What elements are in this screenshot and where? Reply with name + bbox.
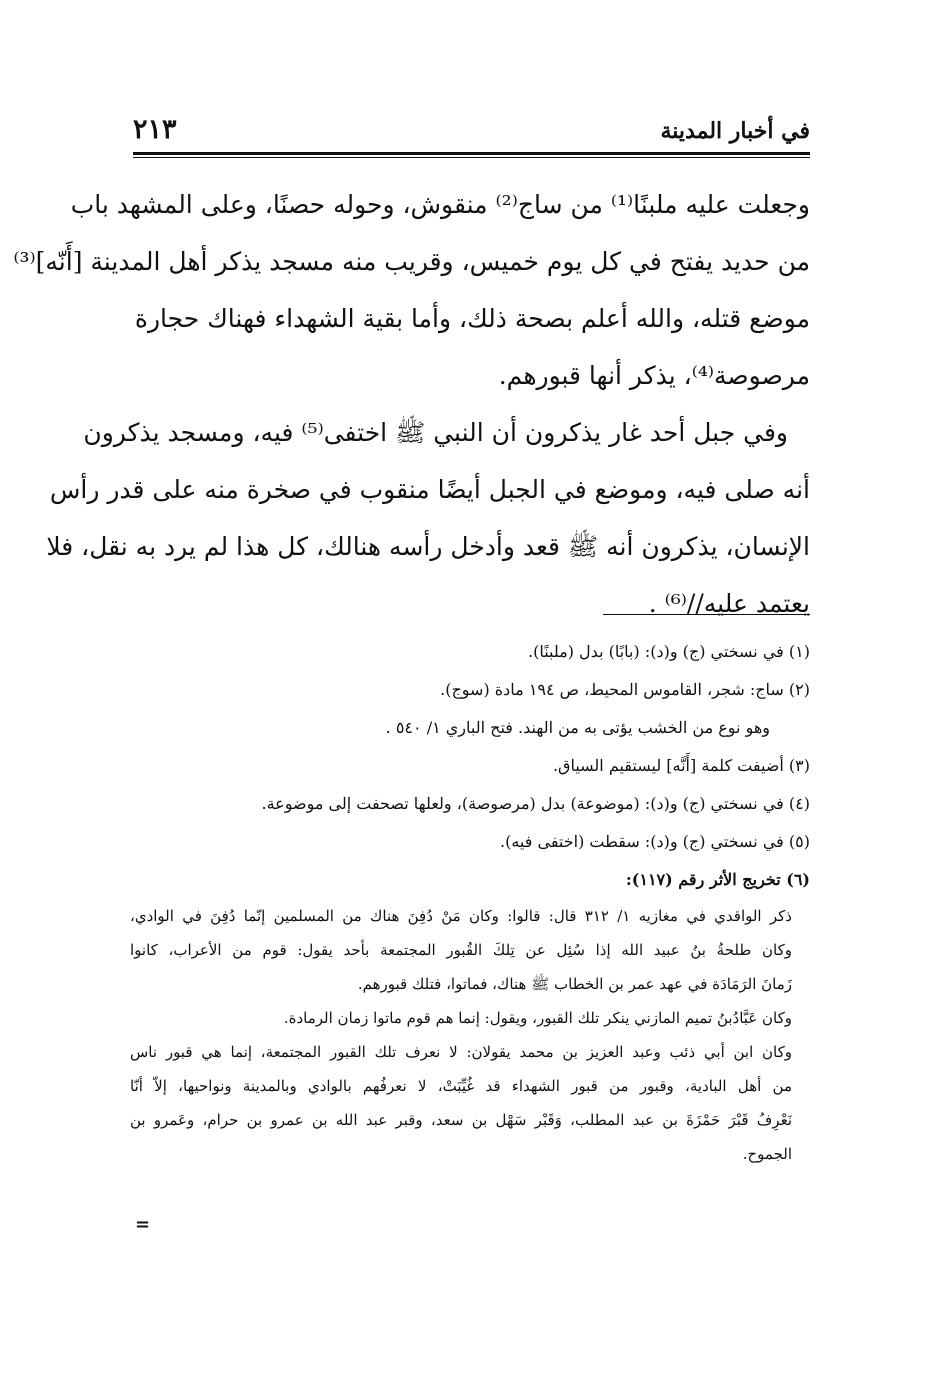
text-line: من حديد يفتح في كل يوم خميس، وقريب منه مسجد يذكر أهل المدينة [أَنّه]⁽³⁾ xyxy=(13,247,810,276)
header-rule xyxy=(133,152,810,155)
footnote-item: (٣) أضيفت كلمة [أَنَّه] ليستقيم السياق. xyxy=(552,756,810,775)
text-line: مرصوصة⁽⁴⁾، يذكر أنها قبورهم. xyxy=(498,361,810,390)
header-rule-thin xyxy=(133,157,810,158)
text-line: الإنسان، يذكرون أنه ﷺ قعد وأدخل رأسه هنالك، كل هذا لم يرد به نقل، فلا xyxy=(46,532,810,561)
footnote-item: (٦) تخريج الأثر رقم (١١٧): xyxy=(625,870,810,889)
footnote-item: وهو نوع من الخشب يؤتى به من الهند. فتح الباري ١/ ٥٤٠ . xyxy=(385,718,770,737)
text-line: موضع قتله، والله أعلم بصحة ذلك، وأما بقية الشهداء فهناك حجارة xyxy=(134,304,810,333)
running-title: في أخبار المدينة xyxy=(660,118,810,144)
footnote-subline: وكان طلحةُ بنُ عبيد الله إذا سُئِل عن تِلكَ القُبور المجتمعة بأحد يقول: قوم من الأعراب، كانوا xyxy=(130,941,792,959)
footnote-item: (١) في نسختي (ج) و(د): (بابًا) بدل (ملبنًا). xyxy=(527,642,810,661)
footnote-item: (٢) ساج: شجر، القاموس المحيط، ص ١٩٤ مادة (سوج). xyxy=(440,680,810,699)
footnote-item: (٥) في نسختي (ج) و(د): سقطت (اختفى فيه). xyxy=(500,832,810,851)
text-line: وجعلت عليه ملبنًا⁽¹⁾ من ساج⁽²⁾ منقوش، وحوله حصنًا، وعلى المشهد باب xyxy=(70,190,810,219)
footnote-subline: الجموح. xyxy=(742,1145,792,1163)
footnotes xyxy=(130,633,810,1171)
footnote-subline: وكان ابن أبي ذئب وعبد العزيز بن محمد يقولان: لا نعرف تلك القبور المجتمعة، إنما هي قبور ناس xyxy=(130,1043,792,1061)
footnote-subline: نَعْرِفُ قَبْرَ حَمْزَةَ بن عبد المطلب، وَقَبْر سَهْل بن سعد، وقبر عبد الله بن عمرو بن حرام، وعَمرو بن xyxy=(130,1111,792,1129)
main-text xyxy=(13,176,810,632)
page-header xyxy=(133,112,810,152)
page-number: ٢١٣ xyxy=(133,114,177,145)
footnote-subline: من أهل البادية، وقبور من قبور الشهداء قد غُيِّبَتْ، لا نعرفُهم بالوادي وبالمدينة ونواحيها، إلاّ أنّا xyxy=(130,1077,792,1095)
footnote-subline: ذكر الواقدي في مغازيه ١/ ٣١٢ قال: قالوا: وكان مَنْ دُفِنَ هناك من المسلمين إنّما دُفِنَ في الوادي، xyxy=(130,907,792,925)
footnote-separator xyxy=(603,614,810,615)
text-line: أنه صلى فيه، وموضع في الجبل أيضًا منقوب في صخرة منه على قدر رأس xyxy=(49,475,810,504)
footnote-subline: وكان عَبَّادُبنُ تميم المازني ينكر تلك القبور، ويقول: إنما هم قوم ماتوا زمان الرمادة. xyxy=(283,1009,792,1027)
text-line: يعتمد عليه//⁽⁶⁾ . xyxy=(648,589,810,618)
footnote-item: (٤) في نسختي (ج) و(د): (موضوعة) بدل (مرصوصة)، ولعلها تصحفت إلى موضوعة. xyxy=(261,794,810,813)
text-line: وفي جبل أحد غار يذكرون أن النبي ﷺ اختفى⁽⁵⁾ فيه، ومسجد يذكرون xyxy=(83,418,788,447)
continuation-mark: = xyxy=(135,1214,151,1235)
footnote-subline: زَمانَ الرَمَادَة في عهد عمر بن الخطاب ﷺ هناك، فماتوا، فتلك قبورهم. xyxy=(357,975,792,993)
